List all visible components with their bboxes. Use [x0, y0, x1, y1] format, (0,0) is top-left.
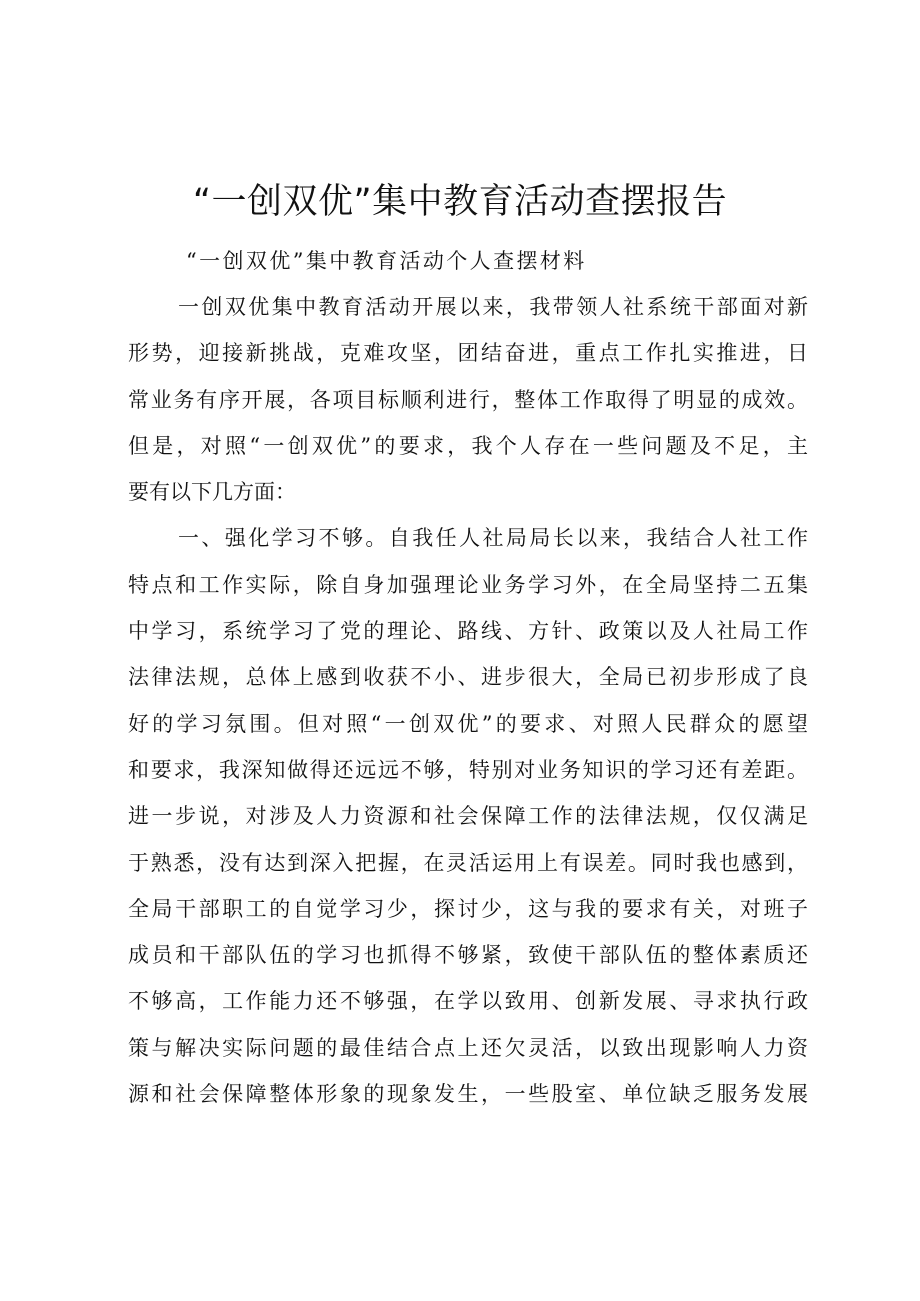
text-line: 于熟悉，没有达到深入把握，在灵活运用上有误差。同时我也感到， [128, 850, 808, 875]
text-line: 常业务有序开展，各项目标顺利进行，整体工作取得了明显的成效。 [128, 387, 808, 412]
text-line: 特点和工作实际，除自身加强理论业务学习外，在全局坚持二五集 [128, 572, 808, 597]
text-line: 源和社会保障整体形象的现象发生，一些股室、单位缺乏服务发展 [128, 1082, 808, 1107]
text-line: 策与解决实际问题的最佳结合点上还欠灵活，以致出现影响人力资 [128, 1035, 808, 1060]
text-line: 好的学习氛围。但对照“一创双优”的要求、对照人民群众的愿望 [128, 711, 808, 736]
text-line: 形势，迎接新挑战，克难攻坚，团结奋进，重点工作扎实推进，日 [128, 341, 808, 366]
text-line: 成员和干部队伍的学习也抓得不够紧，致使干部队伍的整体素质还 [128, 943, 808, 968]
text-line: 和要求，我深知做得还远远不够，特别对业务知识的学习还有差距。 [128, 757, 808, 782]
text-line: 全局干部职工的自觉学习少，探讨少，这与我的要求有关，对班子 [128, 896, 808, 921]
text-line: 进一步说，对涉及人力资源和社会保障工作的法律法规，仅仅满足 [128, 804, 808, 829]
text-line: 法律法规，总体上感到收获不小、进步很大，全局已初步形成了良 [128, 665, 808, 690]
document-title: “一创双优”集中教育活动查摆报告 [192, 182, 728, 222]
paragraph-section-1 [128, 515, 808, 1117]
text-line: 要有以下几方面： [128, 480, 296, 505]
paragraph-intro [128, 284, 808, 515]
text-line: 不够高，工作能力还不够强，在学以致用、创新发展、寻求执行政 [128, 989, 808, 1014]
document-subtitle: “一创双优”集中教育活动个人查摆材料 [186, 249, 587, 273]
text-line: 一创双优集中教育活动开展以来，我带领人社系统干部面对新 [178, 295, 808, 319]
text-line: 一、强化学习不够。自我任人社局局长以来，我结合人社工作 [178, 526, 808, 551]
document-body [128, 284, 808, 1117]
text-line: 但是，对照“一创双优”的要求，我个人存在一些问题及不足，主 [128, 433, 808, 458]
text-line: 中学习，系统学习了党的理论、路线、方针、政策以及人社局工作 [128, 619, 808, 644]
